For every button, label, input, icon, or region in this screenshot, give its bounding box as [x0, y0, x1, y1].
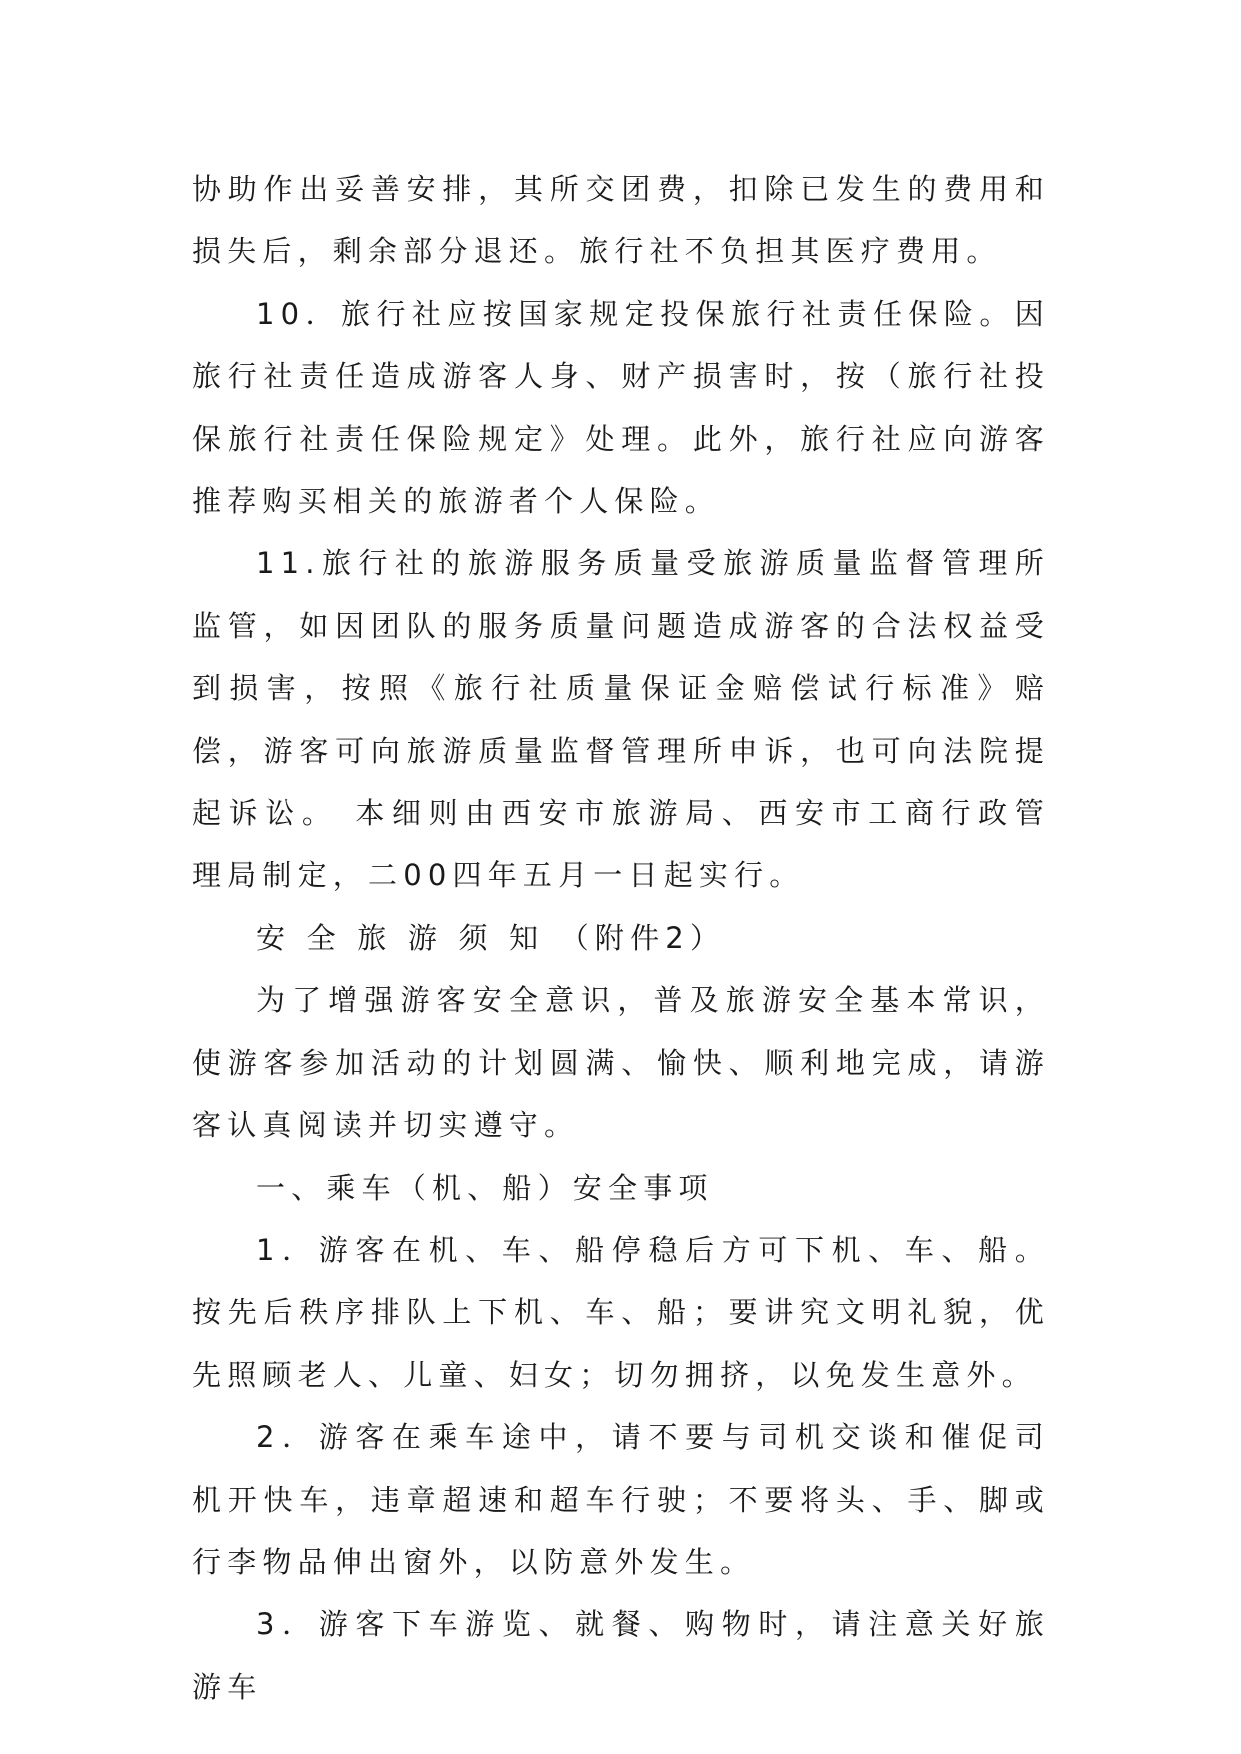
paragraph-rule-2: 2．游客在乘车途中，请不要与司机交谈和催促司机开快车，违章超速和超车行驶；不要将头、手、脚或行李物品伸出窗外，以防意外发生。	[192, 1420, 1050, 1579]
section-heading-transport: 一、乘车（机、船）安全事项	[256, 1170, 714, 1205]
paragraph-item-10: 10．旅行社应按国家规定投保旅行社责任保险。因旅行社责任造成游客人身、财产损害时，按（旅行社投保旅行社责任保险规定》处理。此外，旅行社应向游客推荐购买相关的旅游者个人保险。	[192, 296, 1050, 519]
paragraph-item-11: 11.旅行社的旅游服务质量受旅游质量监督管理所监管，如因团队的服务质量问题造成游客的合法权益受到损害，按照《旅行社质量保证金赔偿试行标准》赔偿，游客可向旅游质量监督管理所申诉，也可向法院提起诉讼。 本细则由西安市旅游局、西安市工商行政管理局制定，二00四年五月一日起实行。	[192, 546, 1050, 893]
paragraph-intro: 为了增强游客安全意识，普及旅游安全基本常识，使游客参加活动的计划圆满、愉快、顺利地完成，请游客认真阅读并切实遵守。	[192, 983, 1050, 1143]
document-body	[192, 158, 1050, 1718]
paragraph-continuation: 协助作出妥善安排，其所交团费，扣除已发生的费用和损失后，剩余部分退还。旅行社不负担其医疗费用。	[192, 172, 1050, 269]
paragraph-rule-1: 1．游客在机、车、船停稳后方可下机、车、船。按先后秩序排队上下机、车、船；要讲究文明礼貌，优先照顾老人、儿童、妇女；切勿拥挤，以免发生意外。	[192, 1232, 1050, 1392]
section-title-safety-notice: 安 全 旅 游 须 知 （附件2）	[256, 920, 726, 955]
paragraph-rule-3: 3．游客下车游览、就餐、购物时，请注意关好旅游车	[192, 1607, 1050, 1704]
